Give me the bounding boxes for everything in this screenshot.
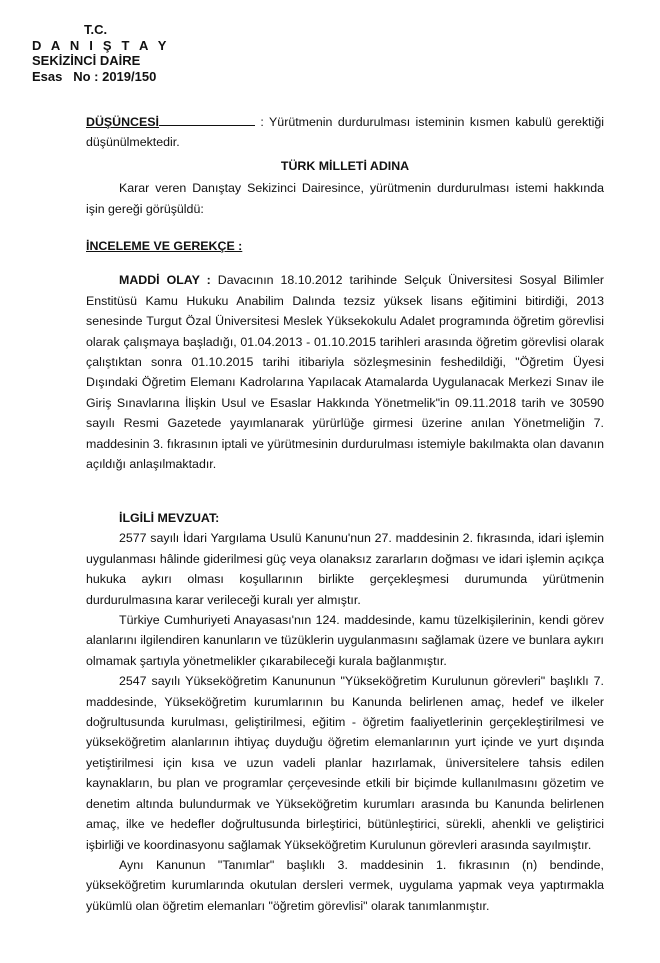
- legislation-paragraph: Aynı Kanunun "Tanımlar" başlıklı 3. maddesinin 1. fıkrasının (n) bendinde, yükseköğretim kurumlarında okutulan dersleri vermek, uygulama yapmak veya yaptırmakla yükümlü olan öğretim elemanları "öğretim görevlisi" olarak tanımlanmıştır.: [86, 857, 604, 913]
- opinion-rule: [159, 125, 255, 126]
- review-section: [86, 236, 604, 474]
- review-title: İNCELEME VE GEREKÇE :: [86, 239, 243, 253]
- decree-text: Karar veren Danıştay Sekizinci Dairesince, yürütmenin durdurulması istemi hakkında işin gereği görüşüldü:: [86, 181, 604, 216]
- decree-title: TÜRK MİLLETİ ADINA: [280, 159, 410, 173]
- header-tc: T.C.: [84, 22, 108, 37]
- opinion-section: [86, 112, 604, 153]
- opinion-label: DÜŞÜNCESİ: [86, 115, 159, 129]
- legislation-section: [86, 508, 604, 916]
- header-court: D A N I Ş T A Y: [32, 37, 170, 53]
- legislation-paragraph: Türkiye Cumhuriyeti Anayasası'nın 124. maddesinde, kamu tüzelkişilerinin, kendi görev alanlarını ilgilendiren kanunların ve tüzüklerin uygulanmasını sağlamak üzere ve bunlara aykırı olmamak şartıyla yönetmelikler çıkarabileceği kurala bağlanmıştır.: [86, 613, 604, 668]
- legislation-title: İLGİLİ MEVZUAT:: [119, 511, 220, 525]
- case-number: : 2019/150: [94, 68, 157, 84]
- opinion-text: : Yürütmenin durdurulması isteminin kısmen kabulü gerektiği düşünülmektedir.: [86, 115, 604, 150]
- legislation-paragraph: 2577 sayılı İdari Yargılama Usulü Kanunu'nun 27. maddesinin 2. fıkrasında, idari işlemin uygulanması hâlinde giderilmesi güç veya olanaksız zararların doğması ve idari işlemin açıkça hukuka aykırı olması koşullarının birlikte gerçekleşmesi durumunda yürütmenin durdurulmasına karar verileceği kuralı yer almıştır.: [86, 531, 604, 607]
- case-label: Esas No: [32, 68, 91, 84]
- decree-section: [86, 156, 604, 219]
- document-header: [32, 22, 170, 84]
- legislation-paragraph: 2547 sayılı Yükseköğretim Kanununun "Yükseköğretim Kurulunun görevleri" başlıklı 7. maddesinde, Yükseköğretim kurumlarının bu Kanunda belirlenen amaç, hedef ve ilkeler doğrultusunda kurulması, geliştirilmesi, eğitim - öğretim faaliyetlerinin gerçekleştirilmesi ve yükseköğretim alanlarının ihtiyaç duyduğu öğretim elemanlarının yurt içinde ve yurt dışında yetiştirilmesi için kısa ve uzun vadeli planlar hazırlamak, üniversitelere tahsis edilen kaynakların, bu plan ve programlar çerçevesinde etkili bir biçimde kullanılmasını gözetim ve denetim altında bulundurmak ve Yükseköğretim kurumları arasında bu Kanunda belirlenen amaç, ilke ve hedefler doğrultusunda birleştirici, bütünleştirici, sürekli, ahenkli ve geliştirici işbirliği ve koordinasyonu sağlamak Yükseköğretim Kurulunun görevleri arasında sayılmıştır.: [86, 674, 604, 852]
- header-chamber: SEKİZİNCİ DAİRE: [32, 53, 141, 68]
- facts-text: Davacının 18.10.2012 tarihinde Selçuk Üniversitesi Sosyal Bilimler Enstitüsü Kamu Hukuku Anabilim Dalında tezsiz yüksek lisans eğitimini bitirdiği, 2013 senesinde Turgut Özal Üniversitesi Meslek Yüksekokulu Adalet programında öğretim görevlisi olarak çalışmaya başladığı, 01.04.2013 - 01.10.2015 tarihleri arasında öğretim görevlisi olarak çalıştıktan sonra 01.10.2015 tarihi itibariyla sözleşmesinin feshedildiği, "Öğretim Üyesi Dışındaki Öğretim Elemanı Kadrolarına Yapılacak Atamalarda Uygulanacak Merkezi Sınav ile Giriş Sınavlarına İlişkin Usul ve Esaslar Hakkında Yönetmelik"in 09.11.2018 tarih ve 30590 sayılı Resmi Gazetede yayımlanarak yürürlüğe girmesi üzerine anılan Yönetmeliğin 7. maddesinin 3. fıkrasının iptali ve yürütmesinin durdurulması istemiyle bakılmakta olan davanın açıldığı anlaşılmaktadır.: [86, 273, 604, 472]
- facts-label: MADDİ OLAY :: [119, 273, 211, 288]
- header-case: [32, 69, 170, 85]
